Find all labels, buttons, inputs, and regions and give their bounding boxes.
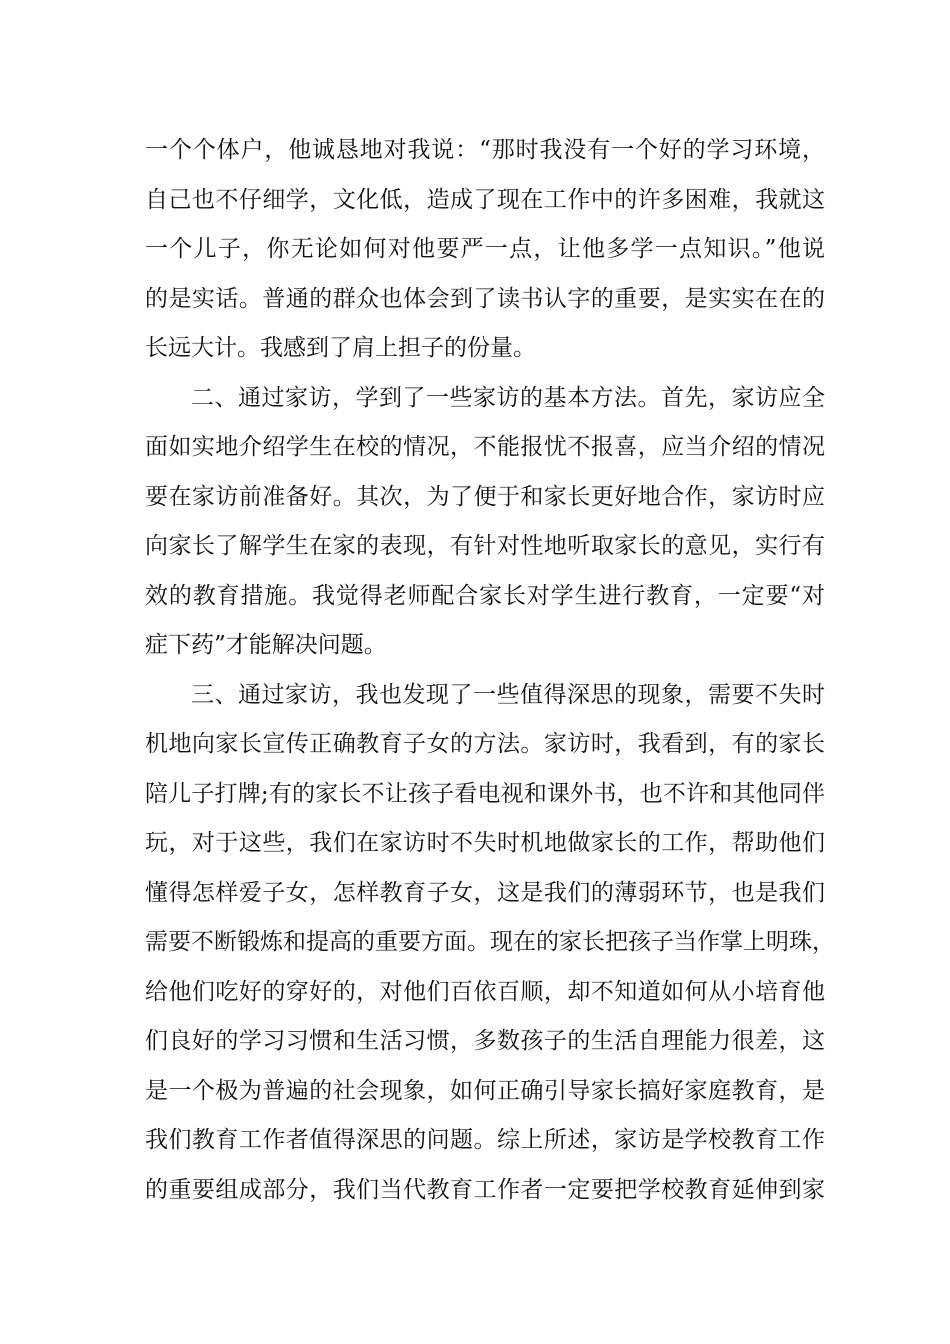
paragraph-start-line: 三、通过家访，我也发现了一些值得深思的现象，需要不失时	[191, 681, 825, 708]
text-line: 要在家访前准备好。其次，为了便于和家长更好地合作，家访时应	[145, 483, 825, 510]
text-line: 症下药”才能解决问题。	[145, 632, 387, 658]
text-line: 给他们吃好的穿好的，对他们百依百顺，却不知道如何从小培育他	[145, 978, 825, 1005]
text-line: 的重要组成部分，我们当代教育工作者一定要把学校教育延伸到家	[145, 1176, 825, 1203]
text-line: 陪儿子打牌;有的家长不让孩子看电视和课外书，也不许和其他同伴	[145, 780, 825, 807]
text-line: 一个儿子，你无论如何对他要严一点，让他多学一点知识。”他说	[145, 236, 825, 262]
text-line: 面如实地介绍学生在校的情况，不能报忧不报喜，应当介绍的情况	[145, 434, 825, 460]
text-line: 我们教育工作者值得深思的问题。综上所述，家访是学校教育工作	[145, 1127, 825, 1153]
text-line: 们良好的学习习惯和生活习惯，多数孩子的生活自理能力很差，这	[145, 1028, 825, 1054]
text-line: 懂得怎样爱子女，怎样教育子女，这是我们的薄弱环节，也是我们	[145, 879, 825, 906]
text-line: 的是实话。普通的群众也体会到了读书认字的重要，是实实在在的	[145, 285, 825, 312]
text-line: 需要不断锻炼和提高的重要方面。现在的家长把孩子当作掌上明珠，	[145, 929, 835, 955]
text-line: 自己也不仔细学，文化低，造成了现在工作中的许多困难，我就这	[145, 186, 825, 213]
text-line: 机地向家长宣传正确教育子女的方法。家访时，我看到，有的家长	[145, 731, 825, 757]
text-line: 一个个体户，他诚恳地对我说：“那时我没有一个好的学习环境，	[145, 137, 825, 163]
text-line: 效的教育措施。我觉得老师配合家长对学生进行教育，一定要“对	[145, 582, 825, 609]
text-line: 长远大计。我感到了肩上担子的份量。	[145, 335, 536, 361]
text-line: 玩，对于这些，我们在家访时不失时机地做家长的工作，帮助他们	[145, 830, 825, 856]
paragraph-start-line: 二、通过家访，学到了一些家访的基本方法。首先，家访应全	[191, 384, 825, 411]
text-line: 是一个极为普遍的社会现象，如何正确引导家长搞好家庭教育，是	[145, 1077, 825, 1104]
text-line: 向家长了解学生在家的表现，有针对性地听取家长的意见，实行有	[145, 533, 825, 559]
body-text	[145, 126, 835, 1215]
